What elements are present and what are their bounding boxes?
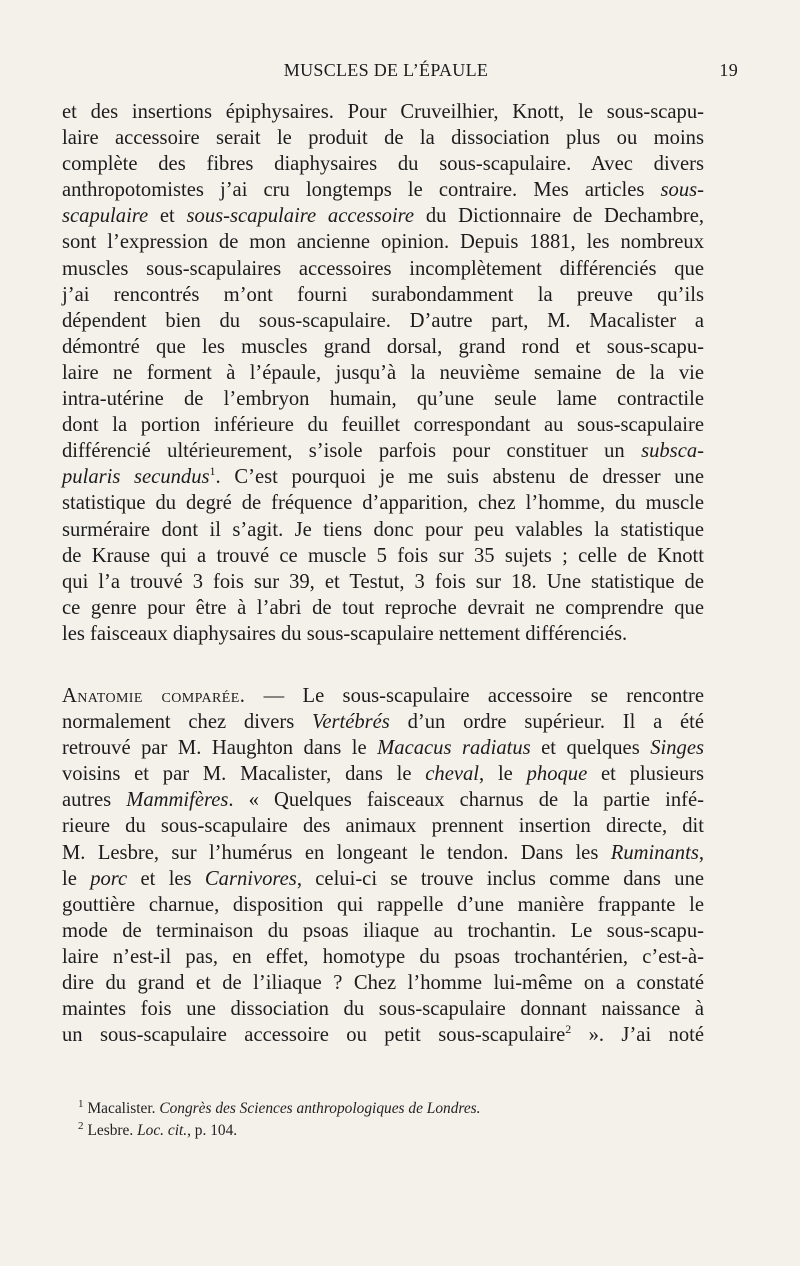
text-line <box>62 464 704 490</box>
text-line: intra-utérine de l’embryon humain, qu’une seule lame contractile <box>62 388 704 411</box>
footnote-title: Loc. cit. <box>137 1122 188 1139</box>
text-span: voisins et par M. Macalister, dans le <box>62 763 412 786</box>
text-line: mode de terminaison du psoas iliaque au trochantin. Le sous-scapu- <box>62 919 704 942</box>
italic-term: cheval <box>425 763 480 786</box>
footnote-mark: 2 <box>78 1119 84 1132</box>
text-span: , le <box>479 763 513 786</box>
italic-term: Singes <box>650 737 704 760</box>
footnote-author: Macalister. <box>87 1100 156 1117</box>
italic-term: porc <box>90 867 128 890</box>
text-span: le <box>62 867 77 890</box>
text-line: gouttière charnue, disposition qui rappelle d’une manière frappante le <box>62 893 704 916</box>
text-line <box>62 761 704 787</box>
text-line: maintes fois une dissociation du sous-scapulaire donnant naissance à <box>62 998 704 1021</box>
footnote-mark: 1 <box>78 1097 84 1110</box>
italic-term: sous- <box>660 179 704 202</box>
text-span: et quelques <box>541 737 640 760</box>
footnote-ref-2: 2 <box>565 1022 572 1037</box>
text-span: et plusieurs <box>601 763 704 786</box>
text-span: , <box>698 841 704 864</box>
text-span: retrouvé par M. Haughton dans le <box>62 737 367 760</box>
text-span: et <box>159 205 175 228</box>
footnote-title: Congrès des Sciences anthropologiques de Londres. <box>159 1100 481 1117</box>
text-line <box>62 203 704 229</box>
italic-term: scapulaire <box>62 205 149 228</box>
text-line <box>62 438 704 464</box>
italic-term: Macacus radiatus <box>377 737 531 760</box>
italic-term: Mammifères <box>126 789 229 812</box>
text-line: qui l’a trouvé 3 fois sur 39, et Testut, 3 fois sur 18. Une statistique de <box>62 570 704 593</box>
italic-term: phoque <box>526 763 588 786</box>
text-span: . « Quelques faisceaux charnus de la partie infé- <box>228 789 704 812</box>
running-head-title: MUSCLES DE L’ÉPAULE <box>283 60 489 80</box>
footnote-author: Lesbre. <box>87 1122 134 1139</box>
text-span: ». J’ai noté <box>571 1024 704 1047</box>
text-line: dont la portion inférieure du feuillet correspondant au sous-scapulaire <box>62 414 704 437</box>
footnote-page: , p. 104. <box>187 1122 238 1139</box>
paragraph-2 <box>62 683 704 1048</box>
italic-term: pularis secundus <box>62 466 210 489</box>
text-line <box>62 840 704 866</box>
italic-term: Ruminants <box>610 841 699 864</box>
text-line: et des insertions épiphysaires. Pour Cruveilhier, Knott, le sous-scapu- <box>62 101 704 123</box>
text-line: laire ne forment à l’épaule, jusqu’à la neuvième semaine de la vie <box>62 361 704 384</box>
text-line <box>62 866 704 892</box>
text-line <box>62 177 704 203</box>
text-span: autres <box>62 789 112 812</box>
text-line: démontré que les muscles grand dorsal, grand rond et sous-scapu- <box>62 335 704 358</box>
text-span: un sous-scapulaire accessoire ou petit sous-scapulaire <box>62 1024 566 1047</box>
italic-term: sous-scapulaire accessoire <box>186 205 415 228</box>
text-span: M. Lesbre, sur l’humérus en longeant le tendon. Dans les <box>62 841 599 864</box>
italic-term: Vertébrés <box>312 711 390 734</box>
text-line: muscles sous-scapulaires accessoires incomplètement différenciés que <box>62 257 704 280</box>
text-line: sont l’expression de mon ancienne opinion. Depuis 1881, les nombreux <box>62 231 704 254</box>
italic-term: subsca- <box>641 440 704 463</box>
text-span: du Dictionnaire de Dechambre, <box>425 205 704 228</box>
text-line: complète des fibres diaphysaires du sous-scapulaire. Avec divers <box>62 153 704 176</box>
italic-term: Carnivores <box>204 867 297 890</box>
text-line <box>62 787 704 813</box>
text-line: statistique du degré de fréquence d’apparition, chez l’homme, du muscle <box>62 492 704 515</box>
text-line: laire accessoire serait le produit de la dissociation plus ou moins <box>62 127 704 150</box>
footnotes <box>78 1098 481 1142</box>
text-span: et les <box>140 867 192 890</box>
text-line <box>62 709 704 735</box>
text-line: j’ai rencontrés m’ont fourni surabondamment la preuve qu’ils <box>62 283 704 306</box>
text-span: , celui-ci se trouve inclus comme dans une <box>296 867 705 890</box>
running-head <box>62 60 738 88</box>
text-span: d’un ordre supérieur. Il a été <box>407 711 704 734</box>
text-line: dire du grand et de l’iliaque ? Chez l’homme lui-même on a constaté <box>62 972 704 995</box>
footnote-ref-1: 1 <box>209 464 216 479</box>
footnote-1 <box>78 1098 481 1120</box>
text-span: . C’est pourquoi je me suis abstenu de dresser une <box>215 466 704 489</box>
text-line: surméraire dont il s’agit. Je tiens donc pour peu valables la statistique <box>62 518 704 541</box>
text-line <box>62 735 704 761</box>
text-line <box>62 1022 704 1048</box>
text-line: de Krause qui a trouvé ce muscle 5 fois sur 35 sujets ; celle de Knott <box>62 544 704 567</box>
footnote-2 <box>78 1120 481 1142</box>
text-span: anthropotomistes j’ai cru longtemps le contraire. Mes articles <box>62 179 645 202</box>
text-line <box>62 683 704 709</box>
page-number: 19 <box>719 60 738 80</box>
text-line: dépendent bien du sous-scapulaire. D’autre part, M. Macalister a <box>62 309 704 332</box>
text-line: les faisceaux diaphysaires du sous-scapulaire nettement différenciés. <box>62 622 628 645</box>
paragraph-1 <box>62 99 704 647</box>
section-heading: Anatomie comparée. <box>62 685 246 707</box>
text-span: normalement chez divers <box>62 711 295 734</box>
text-span: différencié ultérieurement, s’isole parfois pour constituer un <box>62 440 625 463</box>
text-line: rieure du sous-scapulaire des animaux prennent insertion directe, dit <box>62 815 704 838</box>
text-span: — Le sous-scapulaire accessoire se rencontre <box>245 685 705 707</box>
text-line: ce genre pour être à l’abri de tout reproche devrait ne comprendre que <box>62 596 704 619</box>
text-line: laire n’est-il pas, en effet, homotype du psoas trochantérien, c’est-à- <box>62 945 704 968</box>
